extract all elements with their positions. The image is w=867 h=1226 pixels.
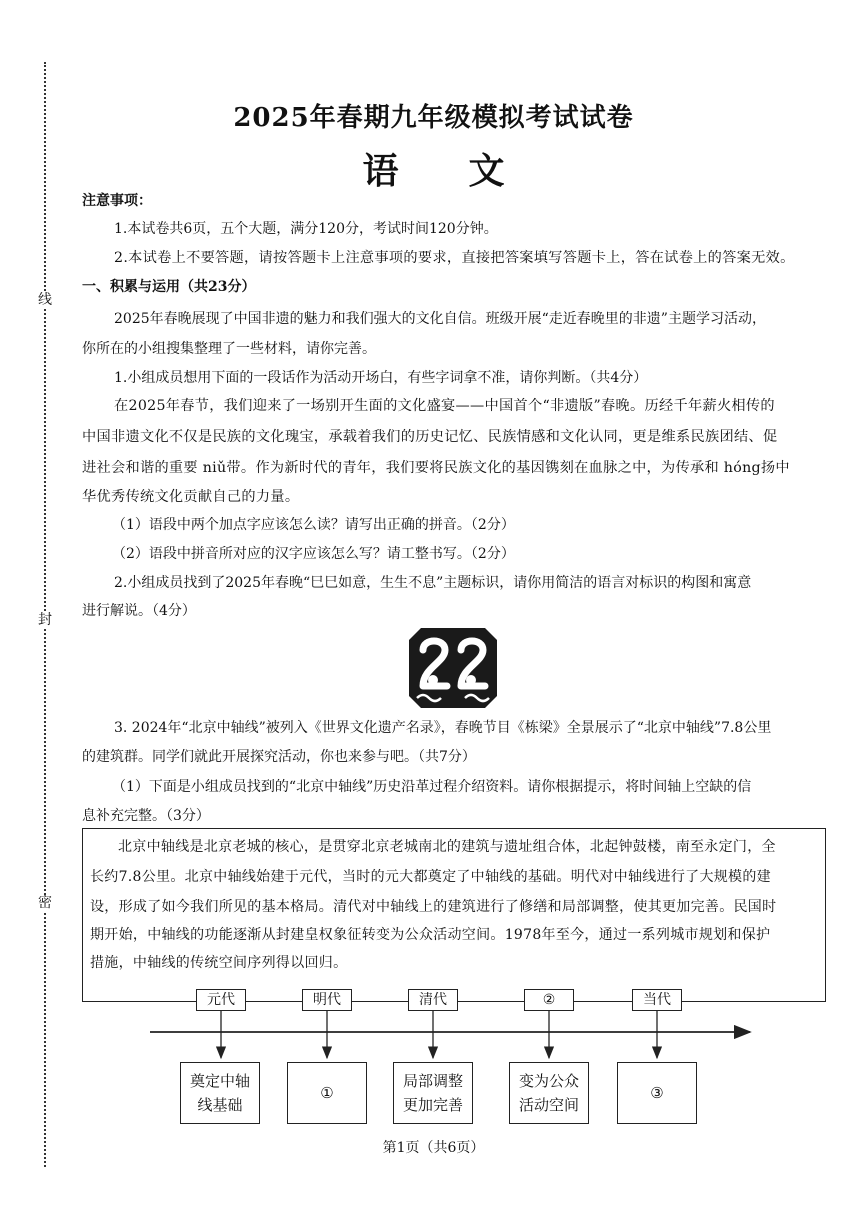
q1-sub2: （2）语段中拼音所对应的汉字应该怎么写？请工整书写。（2分） [112, 546, 515, 562]
q3-sub1-line-2: 息补充完整。（3分） [82, 808, 210, 824]
material-line-5: 措施，中轴线的传统空间序列得以回归。 [90, 955, 348, 971]
binding-char-mi: 密 [38, 895, 52, 911]
material-line-1: 北京中轴线是北京老城的核心，是贯穿北京老城南北的建筑与遗址组合体，北起钟鼓楼，南至永定门，全 [118, 839, 776, 855]
event-box-blank-3 [617, 1062, 697, 1124]
q3-line-2: 的建筑群。同学们就此开展探究活动，你也来参与吧。（共7分） [82, 749, 476, 765]
material-line-2: 长约7.8公里。北京中轴线始建于元代，当时的元大都奠定了中轴线的基础。明代对中轴线进行了大规模的建 [90, 869, 771, 885]
q1-passage-line-4: 华优秀传统文化贡献自己的力量。 [82, 489, 300, 505]
era-blank-2: ② [524, 989, 574, 1011]
era-qing: 清代 [408, 989, 458, 1011]
q2-line-1: 2.小组成员找到了2025年春晚“巳巳如意，生生不息”主题标识，请你用简洁的语言对标识的构图和寓意 [114, 575, 752, 591]
event-box-blank-1 [287, 1062, 367, 1124]
note-item-2: 2.本试卷上不要答题，请按答题卡上注意事项的要求，直接把答案填写答题卡上，答在试卷上的答案无效。 [114, 250, 795, 266]
subject-title: 语文 [362, 151, 575, 192]
exam-title: 2025年春期九年级模拟考试试卷 [233, 103, 634, 133]
event-box-3-line-2: 更加完善 [402, 1096, 463, 1114]
q1-stem: 1.小组成员想用下面的一段话作为活动开场白，有些字词拿不准，请你判断。（共4分） [114, 370, 648, 386]
q1-sub1: （1）语段中两个加点字应该怎么读？请写出正确的拼音。（2分） [112, 517, 515, 533]
event-box-4 [509, 1062, 589, 1124]
event-box-1-line-2: 线基础 [197, 1096, 243, 1114]
binding-char-xian: 线 [38, 292, 52, 308]
event-box-4-line-1: 变为公众 [518, 1072, 579, 1090]
section-intro-line-1: 2025年春晚展现了中国非遗的魅力和我们强大的文化自信。班级开展“走近春晚里的非遗”主题学习活动， [114, 311, 766, 327]
q2-line-2: 进行解说。（4分） [82, 603, 196, 619]
event-box-1 [180, 1062, 260, 1124]
material-line-4: 期开始，中轴线的功能逐渐从封建皇权象征转变为公众活动空间。1978年至今，通过一系列城市规划和保护 [90, 927, 771, 943]
era-dangdai: 当代 [632, 989, 682, 1011]
era-yuan: 元代 [196, 989, 246, 1011]
section-heading: 一、积累与运用（共23分） [82, 279, 256, 295]
q1-passage-line-3: 进社会和谐的重要 niǔ带。作为新时代的青年，我们要将民族文化的基因镌刻在血脉之中，为传承和 hóng扬中 [82, 460, 790, 476]
q1-passage-line-2: 中国非遗文化不仅是民族的文化瑰宝，承载着我们的历史记忆、民族情感和文化认同，更是维系民族团结、促 [82, 429, 778, 445]
event-box-5-label: ③ [650, 1084, 664, 1102]
note-item-1: 1.本试卷共6页，五个大题，满分120分，考试时间120分钟。 [114, 221, 498, 237]
binding-char-feng: 封 [38, 612, 52, 628]
event-box-2-label: ① [320, 1084, 334, 1102]
event-box-3-line-1: 局部调整 [402, 1072, 463, 1090]
era-ming: 明代 [302, 989, 352, 1011]
event-box-4-line-2: 活动空间 [518, 1096, 579, 1114]
q3-sub1-line-1: （1）下面是小组成员找到的“北京中轴线”历史沿革过程介绍资料。请你根据提示，将时间轴上空缺的信 [112, 779, 752, 795]
event-box-1-line-1: 奠定中轴 [189, 1072, 250, 1090]
event-box-3 [393, 1062, 473, 1124]
q1-passage-line-1: 在2025年春节，我们迎来了一场别开生面的文化盛宴——中国首个“非遗版”春晚。历经千年薪火相传的 [114, 398, 775, 414]
notes-heading: 注意事项： [82, 193, 152, 209]
page-number: 第1页（共6页） [382, 1140, 485, 1156]
material-line-3: 设，形成了如今我们所见的基本格局。清代对中轴线上的建筑进行了修缮和局部调整，使其更加完善。民国时 [90, 899, 777, 915]
q3-line-1: 3. 2024年“北京中轴线”被列入《世界文化遗产名录》，春晚节目《栋梁》全景展示了“北京中轴线”7.8公里 [114, 720, 772, 736]
section-intro-line-2: 你所在的小组搜集整理了一些材料，请你完善。 [82, 341, 376, 357]
